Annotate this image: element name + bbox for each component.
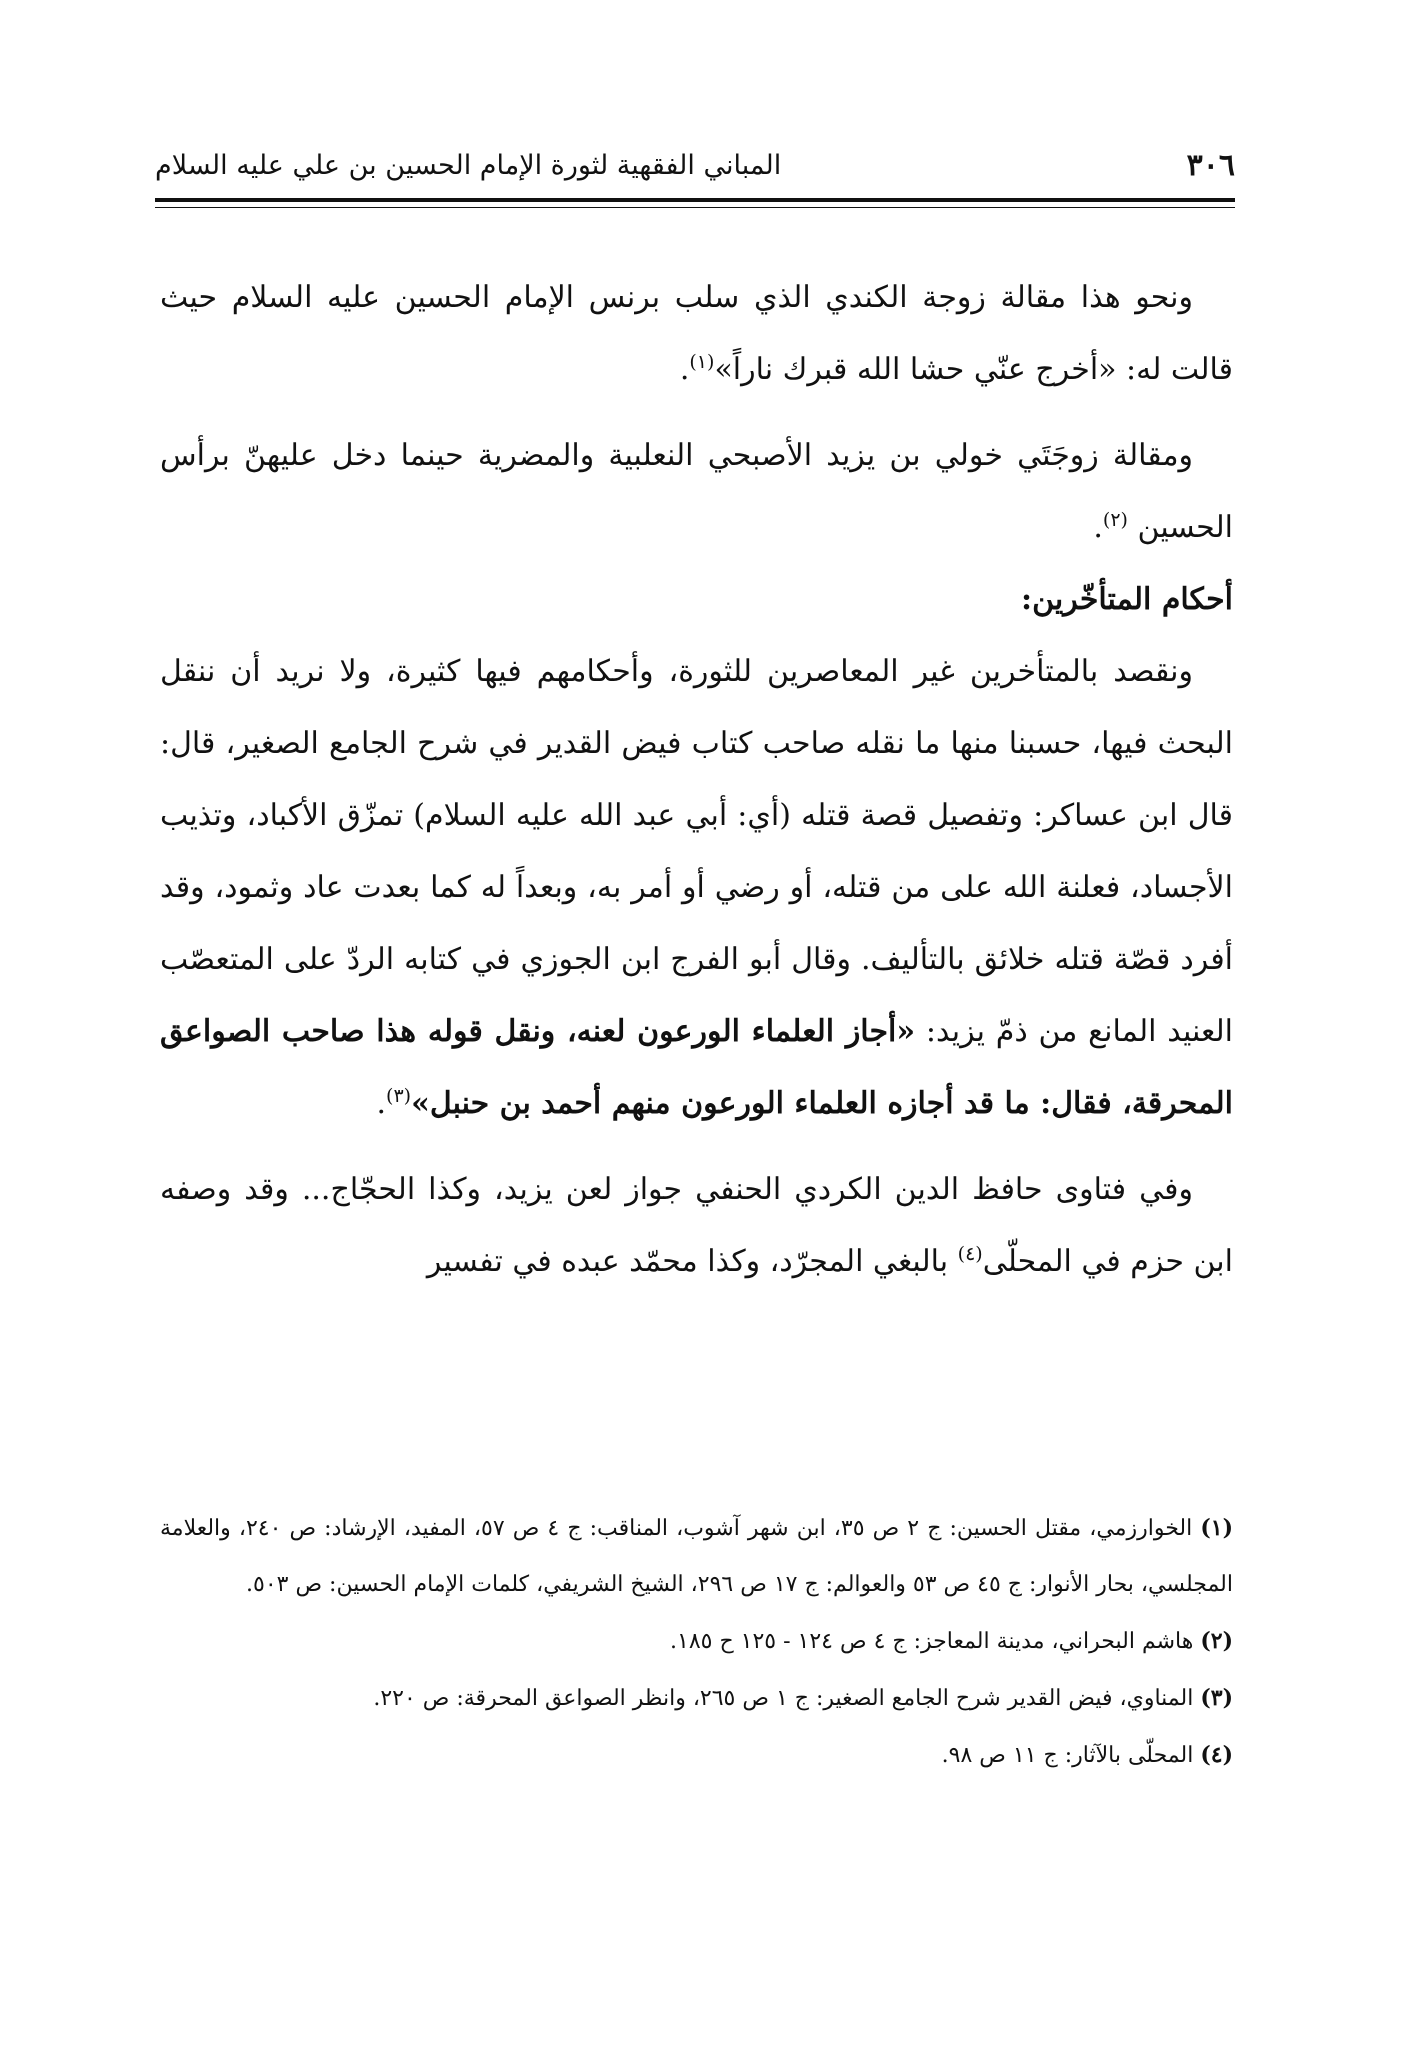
paragraph-2: ومقالة زوجَتَي خولي بن يزيد الأصبحي النعلبية والمضرية حينما دخل عليهنّ برأس الحسين $^{(٢)}$. <box>160 438 1233 545</box>
paragraph-3: ونقصد بالمتأخرين غير المعاصرين للثورة، وأحكامهم فيها كثيرة، ولا نريد أن ننقل البحث فيها، حسبنا منها ما نقله صاحب كتاب فيض القدير في شرح الجامع الصغير، قال: قال ابن عساكر: وتفصيل قصة قتله (أي: أبي عبد الله عليه السلام) تمزّق الأكباد، وتذيب الأجساد، فعلنة الله على من قتله، أو رضي أو أمر به، وبعداً له كما بعدت عاد وثمود، وقد أفرد قصّة قتله خلائق بالتأليف. وقال أبو الفرج ابن الجوزي في كتابه الردّ على المتعصّب العنيد المانع من ذمّ يزيد: «أجاز العلماء الورعون لعنه، ونقل قوله هذا صاحب الصواعق المحرقة، فقال: ما قد أجازه العلماء الورعون منهم أحمد بن حنبل»$^{(٣)}$. <box>160 654 1233 1121</box>
footnote-4: (٤) المحلّى بالآثار: ج ١١ ص ٩٨. <box>941 1742 1233 1768</box>
running-title: المباني الفقهية لثورة الإمام الحسين بن علي عليه السلام <box>155 149 782 181</box>
footnote-2: (٢) هاشم البحراني، مدينة المعاجز: ج ٤ ص ١٢٤ - ١٢٥ ح ١٨٥. <box>670 1628 1233 1654</box>
paragraph-4: وفي فتاوى حافظ الدين الكردي الحنفي جواز لعن يزيد، وكذا الحجّاج... وقد وصفه ابن حزم في المحلّى$^{(٤)}$ بالبغي المجرّد، وكذا محمّد عبده في تفسير <box>160 1172 1233 1279</box>
bold-quote: «أجاز العلماء الورعون لعنه، ونقل قوله هذا صاحب الصواعق المحرقة، فقال: ما قد أجازه العلماء الورعون منهم أحمد بن حنبل» <box>160 1014 1233 1121</box>
footnotes <box>160 1500 1233 1784</box>
footnote-ref-1: (١) <box>689 351 715 373</box>
main-text <box>160 262 1233 1298</box>
footnote-ref-3: (٣) <box>386 1085 412 1107</box>
paragraph-1: ونحو هذا مقالة زوجة الكندي الذي سلب برنس الإمام الحسين عليه السلام حيث قالت له: «أخرج عنّي حشا الله قبرك ناراً»$^{(١)}$. <box>160 280 1233 387</box>
header-rule-thick <box>155 198 1235 202</box>
footnote-ref-4: (٤) <box>957 1243 983 1265</box>
section-heading: أحكام المتأخّرين: <box>1021 582 1233 617</box>
header-rule-thin <box>155 207 1235 208</box>
footnote-ref-2: (٢) <box>1102 509 1128 531</box>
footnote-3: (٣) المناوي، فيض القدير شرح الجامع الصغير: ج ١ ص ٢٦٥، وانظر الصواعق المحرقة: ص ٢٢٠. <box>373 1685 1233 1711</box>
page-header <box>155 140 1235 190</box>
page-number: ٣٠٦ <box>1186 147 1235 183</box>
footnote-1: (١) الخوارزمي، مقتل الحسين: ج ٢ ص ٣٥، ابن شهر آشوب، المناقب: ج ٤ ص ٥٧، المفيد، الإرشاد: ص ٢٤٠، والعلامة المجلسي، بحار الأنوار: ج ٤٥ ص ٥٣ والعوالم: ج ١٧ ص ٢٩٦، الشيخ الشريفي، كلمات الإمام الحسين: ص ٥٠٣. <box>160 1515 1234 1597</box>
